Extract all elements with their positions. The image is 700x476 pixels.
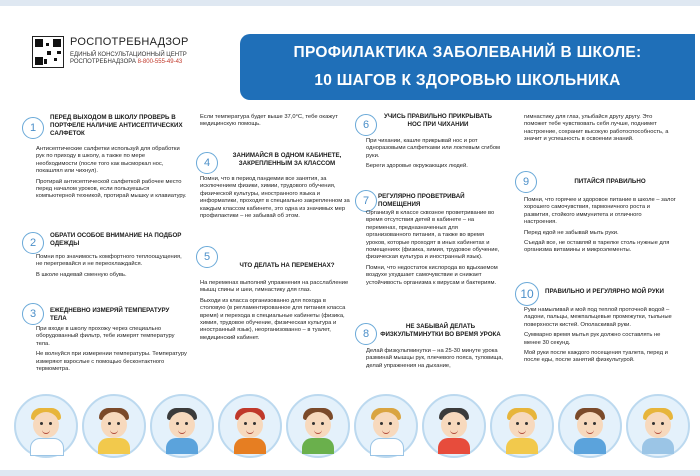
step-8-number: 8 [355, 323, 377, 345]
step-8-title: НЕ ЗАБЫВАЙ ДЕЛАТЬ ФИЗКУЛЬТМИНУТКИ ВО ВРЕМЯ УРОКА [380, 323, 501, 338]
step-7-p2: Помни, что недостаток кислорода во вдыхаемом воздухе ухудшает самочувствие и снижает устойчивость организма к вирусам и бактериям. [366, 264, 498, 286]
step-2-text [36, 254, 188, 282]
step-3-p1: При входе в школу прохожу через специально оборудованный фильтр, тебе измерят температуру тела. [36, 326, 175, 347]
step-6-p1: При чихании, кашле прикрывай нос и рот одноразовыми салфетками или локтевым сгибом руки. [366, 138, 501, 159]
kid-clothes-illustration [82, 394, 146, 458]
step-5-number: 5 [196, 246, 218, 268]
kid-wipes-illustration [14, 394, 78, 458]
org-subtitle [70, 52, 210, 66]
step-3-text-cont [200, 114, 350, 132]
step-5-p1: На переменах выполняй упражнения на расслабление мышц спины и шеи, гимнастику для глаз. [200, 280, 349, 294]
kid-eating-illustration [558, 394, 622, 458]
step-9-title: ПИТАЙСЯ ПРАВИЛЬНО [574, 178, 646, 185]
step-2-p1: Помни про значимость комфортного теплоощущения, не перегревайся и не переохлаждайся. [36, 254, 182, 268]
step-10-p2: Суммарно время мытья рук должно составлять не менее 30 секунд. [524, 332, 661, 346]
step-9-p2: Перед едой не забывай мыть руки. [524, 229, 619, 236]
step-3-text [36, 326, 188, 376]
step-9-number: 9 [515, 171, 537, 193]
step-6-text [366, 138, 504, 174]
step-5-p2: Выходи из класса организованно для похода в столовую (в регламентированное для питания класса время) и перехода в специальные кабинеты (физика, химия, трудовое обучение, физическая культура и иностранный язык), неорганизованно – в туалет, медицинский кабинет. [200, 297, 346, 341]
qr-code-icon [32, 36, 64, 68]
step-5-text [200, 280, 350, 345]
step-2-number: 2 [22, 232, 44, 254]
step-7-title: РЕГУЛЯРНО ПРОВЕТРИВАЙ ПОМЕЩЕНИЯ [378, 193, 465, 208]
org-phone: 8-800-555-49-43 [137, 59, 183, 65]
step-1-text [36, 146, 188, 204]
title-banner [240, 34, 695, 100]
step-10-p3: Мой руки после каждого посещения туалета, перед и после еды, после занятий физкультурой. [524, 350, 668, 364]
step-9-p1: Помни, что горячее и здоровое питание в школе – залог хорошего самочувствия, гармоничного роста и развития, стойкого иммунитета и отличного настроения. [524, 197, 676, 226]
org-line2-text: РОСПОТРЕБНАДЗОРА [70, 59, 136, 65]
kid-thermometer-illustration [150, 394, 214, 458]
step-9-text [524, 197, 676, 258]
step-8-p1: Делай физкультминутки – на 25-30 минуте урока разминай мышцы рук, плечевого пояса, туловища, делай упражнения на дыхание, [366, 348, 504, 369]
step-4-text [200, 176, 350, 223]
step-5-title: ЧТО ДЕЛАТЬ НА ПЕРЕМЕНАХ? [239, 262, 335, 269]
title-line1: ПРОФИЛАКТИКА ЗАБОЛЕВАНИЙ В ШКОЛЕ: [293, 44, 642, 61]
step-1-p2: Протирай антисептической салфеткой рабочее место перед началом уроков, если пользуешься компьютерной техникой, протирай мышку и клавиатуру. [36, 178, 187, 200]
step-7-text [366, 210, 504, 290]
step-6-p2: Береги здоровье окружающих людей. [366, 163, 468, 170]
org-line2 [70, 59, 210, 66]
kid-handwashing-illustration [626, 394, 690, 458]
step-3-p3: Если температура будет выше 37,0°С, тебе окажут медицинскую помощь. [200, 114, 338, 128]
step-2-title: ОБРАТИ ОСОБОЕ ВНИМАНИЕ НА ПОДБОР ОДЕЖДЫ [50, 232, 182, 247]
step-2-p2: В школе надевай сменную обувь. [36, 271, 127, 278]
step-8-p2: гимнастику для глаз, улыбайся другу другу. Это поможет тебе чувствовать себя лучше, поднимет настроение, сохранит высокую работоспособность, а значит и успешность в освоении знаний. [524, 114, 669, 143]
step-4-p1: Помни, что в период пандемии все занятия, за исключением физики, химии, трудового обучения, физической культуры, иностранного языка и информатики, проходят в специально закрепленном за каждым классом кабинете, это одна из значимых мер профилактики – не забывай об этом. [200, 176, 350, 220]
top-border [0, 0, 700, 6]
step-8-text-cont [524, 114, 674, 147]
step-4-title: ЗАНИМАЙСЯ В ОДНОМ КАБИНЕТЕ, ЗАКРЕПЛЕННЫМ ЗА КЛАССОМ [232, 152, 342, 167]
step-4-number: 4 [196, 152, 218, 174]
step-9-p3: Съедай все, не оставляй в тарелке столь нужные для организма витамины и микроэлементы. [524, 240, 670, 254]
title-line2: 10 ШАГОВ К ЗДОРОВЬЮ ШКОЛЬНИКА [314, 72, 621, 89]
step-10-text [524, 307, 676, 368]
kid-classroom-illustration [218, 394, 282, 458]
step-3-number: 3 [22, 303, 44, 325]
org-name: РОСПОТРЕБНАДЗОР [70, 36, 189, 48]
step-1-number: 1 [22, 117, 44, 139]
step-7-p1: Организуй в классе сквозное проветривание во время отсутствия детей в кабинете – на переменах, предназначенных для организованного питания, а также во время уроков, которые проходят в иных кабинетах и помещениях (физика, химия, трудовое обучение, физическая культура и иностранный язык). [366, 210, 500, 261]
org-line1: ЕДИНЫЙ КОНСУЛЬТАЦИОННЫЙ ЦЕНТР [70, 52, 187, 58]
kid-ventilation-illustration [422, 394, 486, 458]
kid-exercise-illustration [490, 394, 554, 458]
step-6-title: УЧИСЬ ПРАВИЛЬНО ПРИКРЫВАТЬ НОС ПРИ ЧИХАНИИ [383, 113, 492, 128]
illustrations-row [14, 394, 688, 470]
step-1-p1: Антисептические салфетки используй для обработки рук по приходу в школу, а также по мере необходимости (после того как высморкал нос, покашлял или чихнул). [36, 146, 180, 175]
step-7-number: 7 [355, 190, 377, 212]
bottom-border [0, 470, 700, 476]
step-10-title: ПРАВИЛЬНО И РЕГУЛЯРНО МОЙ РУКИ [545, 288, 664, 295]
step-3-title: ЕЖЕДНЕВНО ИЗМЕРЯЙ ТЕМПЕРАТУРУ ТЕЛА [50, 307, 170, 322]
step-6-number: 6 [355, 114, 377, 136]
step-1-title: ПЕРЕД ВЫХОДОМ В ШКОЛУ ПРОВЕРЬ В ПОРТФЕЛЕ НАЛИЧИЕ АНТИСЕПТИЧЕСКИХ САЛФЕТОК [50, 114, 183, 137]
step-3-p2: Не волнуйся при измерении температуры. Температуру измеряют взрослые с помощью бесконтактного термометра. [36, 351, 187, 373]
step-10-number: 10 [515, 282, 539, 306]
kid-break-illustration [286, 394, 350, 458]
step-8-text [366, 348, 504, 373]
step-10-p1: Руки намыливай и мой под теплой проточной водой – ладони, пальцы, межпальцевые промежутки, тыльные поверхности кистей. Ополаскивай руки. [524, 307, 672, 328]
kid-sneezing-illustration [354, 394, 418, 458]
